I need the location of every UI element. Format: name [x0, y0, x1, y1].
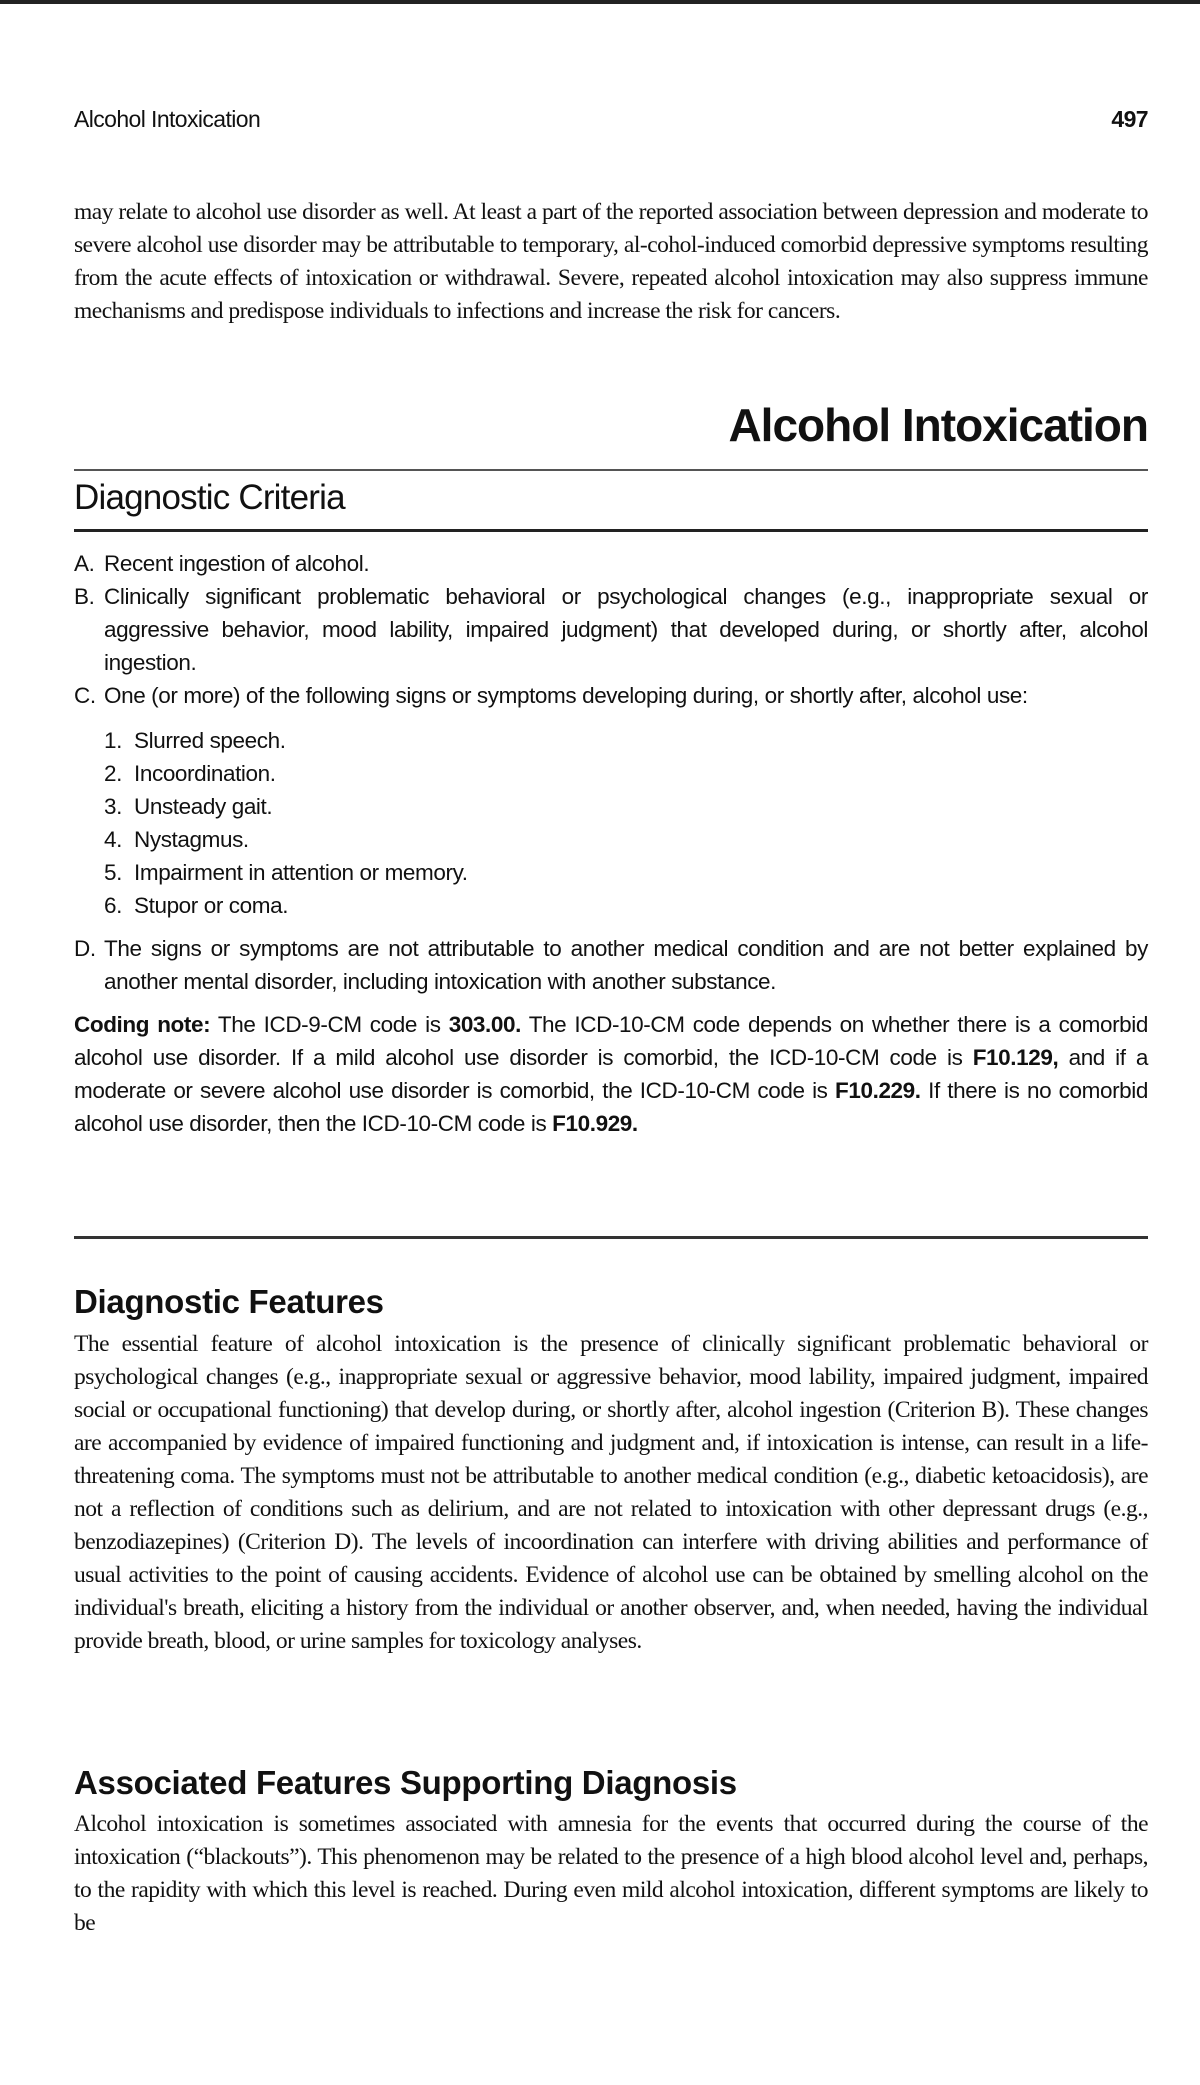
criteria-list [74, 547, 1148, 1140]
criterion-text: Recent ingestion of alcohol. [104, 551, 370, 576]
symptom-label: 6. [104, 893, 122, 918]
running-head [74, 106, 1148, 133]
symptom-text: Stupor or coma. [134, 893, 289, 918]
symptom-item [104, 823, 1148, 856]
symptom-text: Impairment in attention or memory. [134, 860, 468, 885]
symptom-label: 4. [104, 827, 122, 852]
symptom-item [104, 889, 1148, 922]
divider [74, 529, 1148, 532]
divider [74, 469, 1148, 471]
symptom-text: Slurred speech. [134, 728, 286, 753]
symptom-item [104, 757, 1148, 790]
symptom-list [104, 724, 1148, 922]
symptom-label: 1. [104, 728, 122, 753]
criterion-b [74, 580, 1148, 679]
criterion-text: The signs or symptoms are not attributable to another medical condition and are not better explained by another mental disorder, including intoxication with another substance. [104, 936, 1148, 994]
symptom-label: 5. [104, 860, 122, 885]
criteria-heading: Diagnostic Criteria [74, 478, 345, 517]
divider [74, 1236, 1148, 1239]
coding-text: The ICD-10-CM code depends on whether there is a comorbid alcohol use disorder. If a mild alcohol use disorder is comorbid, the ICD-10-CM code is [74, 1012, 1148, 1070]
symptom-label: 2. [104, 761, 122, 786]
criterion-label: C. [74, 683, 96, 708]
criterion-text: One (or more) of the following signs or symptoms developing during, or shortly after, alcohol use: [104, 683, 1028, 708]
page-number: 497 [1111, 106, 1148, 132]
symptom-item [104, 856, 1148, 889]
symptom-item [104, 724, 1148, 757]
criterion-label: D. [74, 936, 96, 961]
coding-note-label: Coding note: [74, 1012, 211, 1037]
running-head-title: Alcohol Intoxication [74, 106, 261, 132]
criterion-a [74, 547, 1148, 580]
coding-note [74, 1008, 1148, 1140]
icd-code: F10.129, [972, 1045, 1059, 1070]
criterion-text: Clinically significant problematic behavioral or psychological changes (e.g., inappropriate sexual or aggressive behavior, mood lability, impaired judgment) that developed during, or shortly after, alcohol ingestion. [104, 584, 1148, 675]
symptom-item [104, 790, 1148, 823]
coding-text: If there is no comorbid alcohol use disorder, then the ICD-10-CM code is [74, 1078, 1148, 1136]
coding-text: The ICD-9-CM code is [210, 1012, 449, 1037]
icd-code: 303.00. [448, 1012, 521, 1037]
icd-code: F10.929. [552, 1111, 638, 1136]
diagnostic-features-text: The essential feature of alcohol intoxication is the presence of clinically significant problematic behavioral or psychological changes (e.g., inappropriate sexual or aggressive behavior, mood lability, impaired judgment, impaired social or occupational functioning) that develop during, or shortly after, alcohol ingestion (Criterion B). These changes are accompanied by evidence of impaired functioning and judgment and, if intoxication is intense, can result in a life-threatening coma. The symptoms must not be attributable to another medical condition (e.g., diabetic ketoacidosis), are not a reflection of conditions such as delirium, and are not related to intoxication with other depressant drugs (e.g., benzodiazepines) (Criterion D). The levels of incoordination can interfere with driving abilities and performance of usual activities to the point of causing accidents. Evidence of alcohol use can be obtained by smelling alcohol on the individual's breath, eliciting a history from the individual or another observer, and, when needed, having the individual provide breath, blood, or urine samples for toxicology analyses. [74, 1331, 1148, 1654]
section-title: Alcohol Intoxication [728, 399, 1148, 451]
associated-features-heading: Associated Features Supporting Diagnosis [74, 1764, 737, 1801]
top-border [0, 0, 1200, 4]
associated-features-text: Alcohol intoxication is sometimes associated with amnesia for the events that occurred during the course of the intoxication (“blackouts”). This phenomenon may be related to the presence of a high blood alcohol level and, perhaps, to the rapidity with which this level is reached. During even mild alcohol intoxication, different symptoms are likely to be [74, 1811, 1148, 1936]
coding-text: and if a moderate or severe alcohol use disorder is comorbid, the ICD-10-CM code is [74, 1045, 1148, 1103]
symptom-label: 3. [104, 794, 122, 819]
intro-paragraph: may relate to alcohol use disorder as well. At least a part of the reported association between depression and moderate to severe alcohol use disorder may be attributable to temporary, al-cohol-induced comorbid depressive symptoms resulting from the acute effects of intoxication or withdrawal. Severe, repeated alcohol intoxication may also suppress immune mechanisms and predispose individuals to infections and increase the risk for cancers. [74, 199, 1148, 324]
symptom-text: Unsteady gait. [134, 794, 273, 819]
criterion-label: A. [74, 551, 95, 576]
symptom-text: Nystagmus. [134, 827, 249, 852]
criterion-d [74, 932, 1148, 998]
criterion-label: B. [74, 584, 95, 609]
symptom-text: Incoordination. [134, 761, 276, 786]
icd-code: F10.229. [835, 1078, 921, 1103]
criterion-c [74, 679, 1148, 712]
diagnostic-features-heading: Diagnostic Features [74, 1283, 384, 1320]
